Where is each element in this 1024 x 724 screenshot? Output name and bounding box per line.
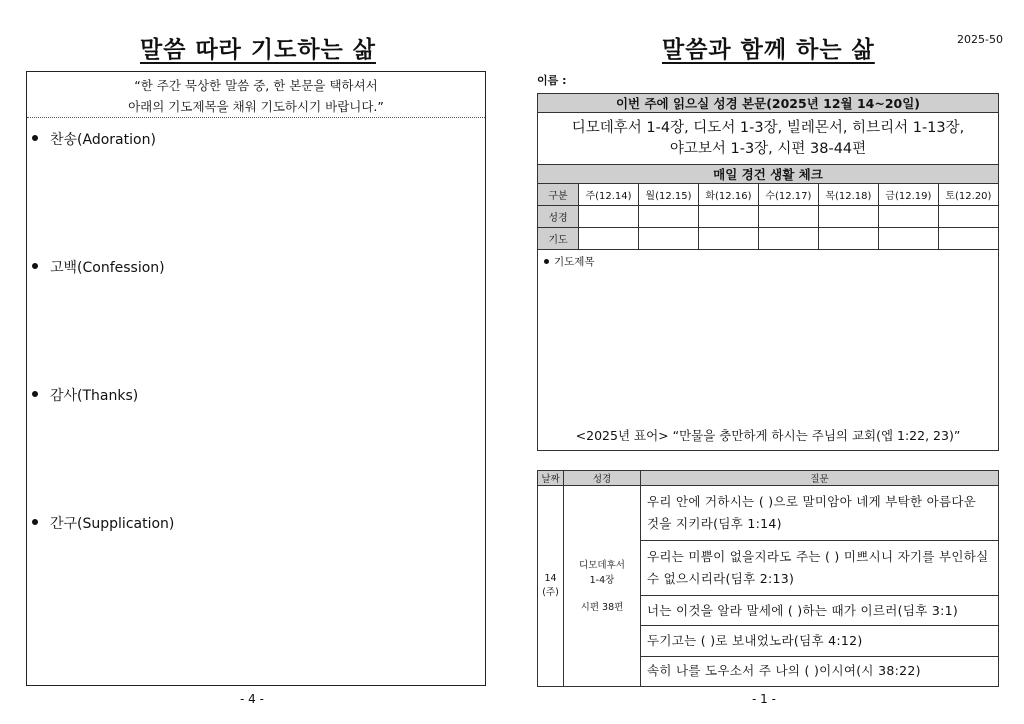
issue-number: 2025-50 bbox=[957, 33, 1003, 46]
check-cell[interactable] bbox=[878, 206, 938, 228]
reading-plan-table bbox=[537, 93, 999, 451]
date-cell bbox=[538, 486, 564, 687]
day-mon: 월(12.15) bbox=[638, 184, 698, 206]
question-3: 너는 이것을 알라 말세에 ( )하는 때가 이르러(딤후 3:1) bbox=[641, 596, 999, 626]
date-day: (주) bbox=[542, 587, 559, 598]
check-cell[interactable] bbox=[698, 228, 758, 250]
prayer-topics-label: 기도제목 bbox=[544, 254, 595, 269]
bullet-icon bbox=[32, 263, 38, 269]
header-scripture: 성경 bbox=[564, 471, 641, 486]
bullet-icon bbox=[32, 391, 38, 397]
row-label-bible: 성경 bbox=[538, 206, 579, 228]
reading-line-2: 야고보서 1-3장, 시편 38-44편 bbox=[669, 140, 867, 157]
date-number: 14 bbox=[544, 573, 557, 584]
reading-header: 이번 주에 읽으실 성경 본문(2025년 12월 14~20일) bbox=[538, 94, 999, 113]
name-label: 이름 : bbox=[537, 74, 567, 87]
section-supplication: 간구(Supplication) bbox=[32, 513, 174, 533]
section-adoration: 찬송(Adoration) bbox=[32, 129, 156, 149]
reading-passages bbox=[538, 113, 999, 165]
check-bible-row bbox=[538, 206, 999, 228]
check-prayer-row bbox=[538, 228, 999, 250]
question-1: 우리 안에 거하시는 ( )으로 말미암아 네게 부탁한 아름다운 것을 지키라(딤후 1:14) bbox=[641, 486, 999, 541]
header-date: 날짜 bbox=[538, 471, 564, 486]
question-5: 속히 나를 도우소서 주 나의 ( )이시여(시 38:22) bbox=[641, 656, 999, 686]
check-cell[interactable] bbox=[638, 228, 698, 250]
right-page-title: 말씀과 함께 하는 삶 bbox=[662, 37, 875, 63]
section-thanks: 감사(Thanks) bbox=[32, 385, 138, 405]
check-days-row bbox=[538, 184, 999, 206]
left-page-number: - 4 - bbox=[240, 692, 264, 706]
prayer-topics-area bbox=[538, 250, 999, 451]
check-cell[interactable] bbox=[818, 206, 878, 228]
scripture-chapters: 1-4장 bbox=[589, 574, 615, 586]
scripture-cell bbox=[564, 486, 641, 687]
check-cell[interactable] bbox=[818, 228, 878, 250]
year-motto: <2025년 표어> “만물을 충만하게 하시는 주님의 교회(엡 1:22, 23)” bbox=[575, 428, 961, 443]
scripture-book: 디모데후서 bbox=[579, 559, 625, 571]
check-header: 매일 경건 생활 체크 bbox=[538, 165, 999, 184]
section-confession: 고백(Confession) bbox=[32, 257, 165, 277]
left-page-title: 말씀 따라 기도하는 삶 bbox=[140, 37, 376, 63]
row-label-prayer: 기도 bbox=[538, 228, 579, 250]
right-page-number: - 1 - bbox=[752, 692, 776, 706]
day-tue: 화(12.16) bbox=[698, 184, 758, 206]
instruction-header bbox=[27, 72, 485, 118]
day-wed: 수(12.17) bbox=[758, 184, 818, 206]
day-sun: 주(12.14) bbox=[579, 184, 639, 206]
bullet-icon bbox=[544, 259, 549, 264]
instruction-line-1: “한 주간 묵상한 말씀 중, 한 본문을 택하셔서 bbox=[134, 78, 378, 93]
check-cell[interactable] bbox=[938, 228, 998, 250]
question-4: 두기고는 ( )로 보내었노라(딤후 4:12) bbox=[641, 626, 999, 656]
check-cell[interactable] bbox=[938, 206, 998, 228]
header-question: 질문 bbox=[641, 471, 999, 486]
scripture-psalm: 시편 38편 bbox=[580, 601, 624, 613]
check-cell[interactable] bbox=[579, 228, 639, 250]
bullet-icon bbox=[32, 519, 38, 525]
check-cell[interactable] bbox=[878, 228, 938, 250]
check-cell[interactable] bbox=[698, 206, 758, 228]
check-cell[interactable] bbox=[638, 206, 698, 228]
reading-line-1: 디모데후서 1-4장, 디도서 1-3장, 빌레몬서, 히브리서 1-13장, bbox=[571, 119, 965, 136]
instruction-line-2: 아래의 기도제목을 채워 기도하시기 바랍니다.” bbox=[128, 99, 384, 114]
check-cell[interactable] bbox=[758, 206, 818, 228]
check-label-col: 구분 bbox=[538, 184, 579, 206]
question-2: 우리는 미쁨이 없을지라도 주는 ( ) 미쁘시니 자기를 부인하실 수 없으시리라(딤후 2:13) bbox=[641, 541, 999, 596]
day-fri: 금(12.19) bbox=[878, 184, 938, 206]
prayer-guide-box bbox=[26, 71, 486, 686]
question-table bbox=[537, 470, 999, 687]
check-cell[interactable] bbox=[758, 228, 818, 250]
check-cell[interactable] bbox=[579, 206, 639, 228]
day-sat: 토(12.20) bbox=[938, 184, 998, 206]
bullet-icon bbox=[32, 135, 38, 141]
day-thu: 목(12.18) bbox=[818, 184, 878, 206]
